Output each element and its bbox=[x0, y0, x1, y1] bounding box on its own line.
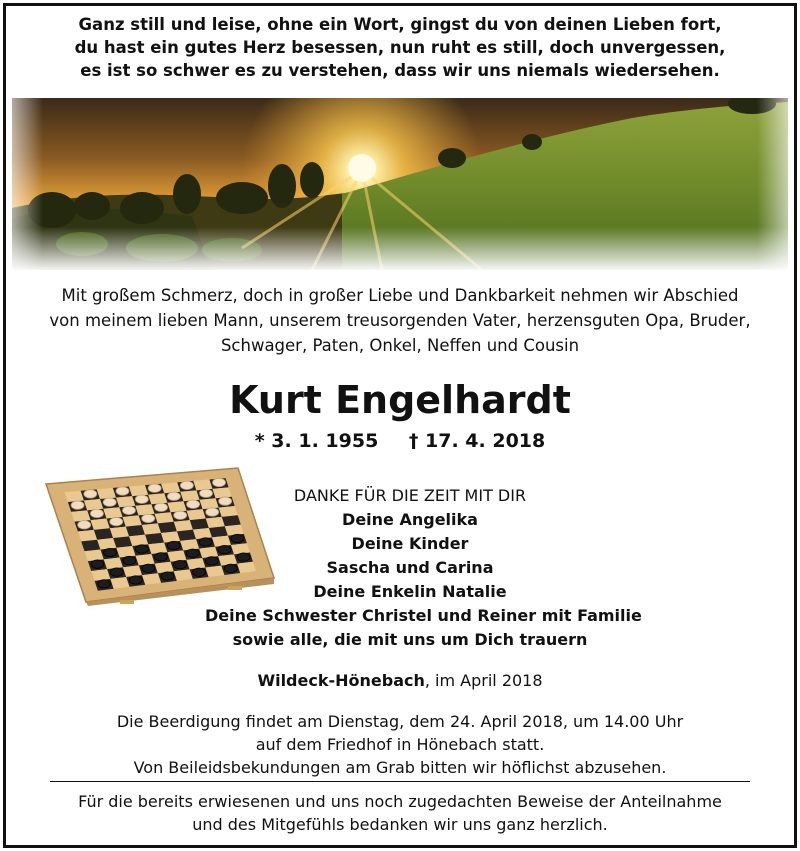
mourner-line: sowie alle, die mit uns um Dich trauern bbox=[232, 630, 588, 649]
funeral-line: Die Beerdigung findet am Dienstag, dem 24. April 2018, um 14.00 Uhr bbox=[116, 712, 684, 731]
intro-line: Mit großem Schmerz, doch in großer Liebe und Dankbarkeit nehmen wir Abschied bbox=[61, 286, 739, 305]
mourner-line: Deine Angelika bbox=[342, 510, 478, 529]
mourner-line: Sascha und Carina bbox=[326, 558, 494, 577]
divider bbox=[50, 781, 750, 782]
closing-text bbox=[0, 790, 800, 836]
place-town: Wildeck-Hönebach bbox=[257, 671, 425, 690]
funeral-line: Von Beileidsbekundungen am Grab bitten wir höflichst abzusehen. bbox=[133, 758, 667, 777]
funeral-line: auf dem Friedhof in Hönebach statt. bbox=[255, 735, 545, 754]
closing-line: und des Mitgefühls bedanken wir uns ganz herzlich. bbox=[192, 815, 608, 834]
thanks-block bbox=[205, 484, 642, 652]
deceased-name: Kurt Engelhardt bbox=[229, 378, 571, 422]
poem-line: Ganz still und leise, ohne ein Wort, gingst du von deinen Lieben fort, bbox=[78, 15, 722, 34]
thanks-heading: DANKE FÜR DIE ZEIT MIT DIR bbox=[293, 486, 527, 505]
death-date: † 17. 4. 2018 bbox=[408, 430, 546, 452]
sunset-landscape-image bbox=[12, 98, 788, 270]
birth-date: * 3. 1. 1955 bbox=[254, 430, 379, 452]
intro-line: Schwager, Paten, Onkel, Neffen und Cousin bbox=[220, 336, 580, 355]
mourner-line: Deine Schwester Christel und Reiner mit Familie bbox=[205, 606, 642, 625]
poem bbox=[0, 13, 800, 82]
funeral-info bbox=[0, 710, 800, 779]
mourner-line: Deine Kinder bbox=[351, 534, 469, 553]
place-date bbox=[0, 670, 800, 692]
intro-text bbox=[0, 283, 800, 358]
poem-line: du hast ein gutes Herz besessen, nun ruht es still, doch unvergessen, bbox=[74, 38, 726, 57]
place-date-text: , im April 2018 bbox=[424, 671, 543, 690]
intro-line: von meinem lieben Mann, unserem treusorgenden Vater, herzensguten Opa, Bruder, bbox=[49, 311, 751, 330]
closing-line: Für die bereits erwiesenen und uns noch zugedachten Beweise der Anteilnahme bbox=[78, 792, 722, 811]
poem-line: es ist so schwer es zu verstehen, dass wir uns niemals wiedersehen. bbox=[80, 61, 720, 80]
life-dates bbox=[0, 428, 800, 454]
mourner-line: Deine Enkelin Natalie bbox=[313, 582, 507, 601]
